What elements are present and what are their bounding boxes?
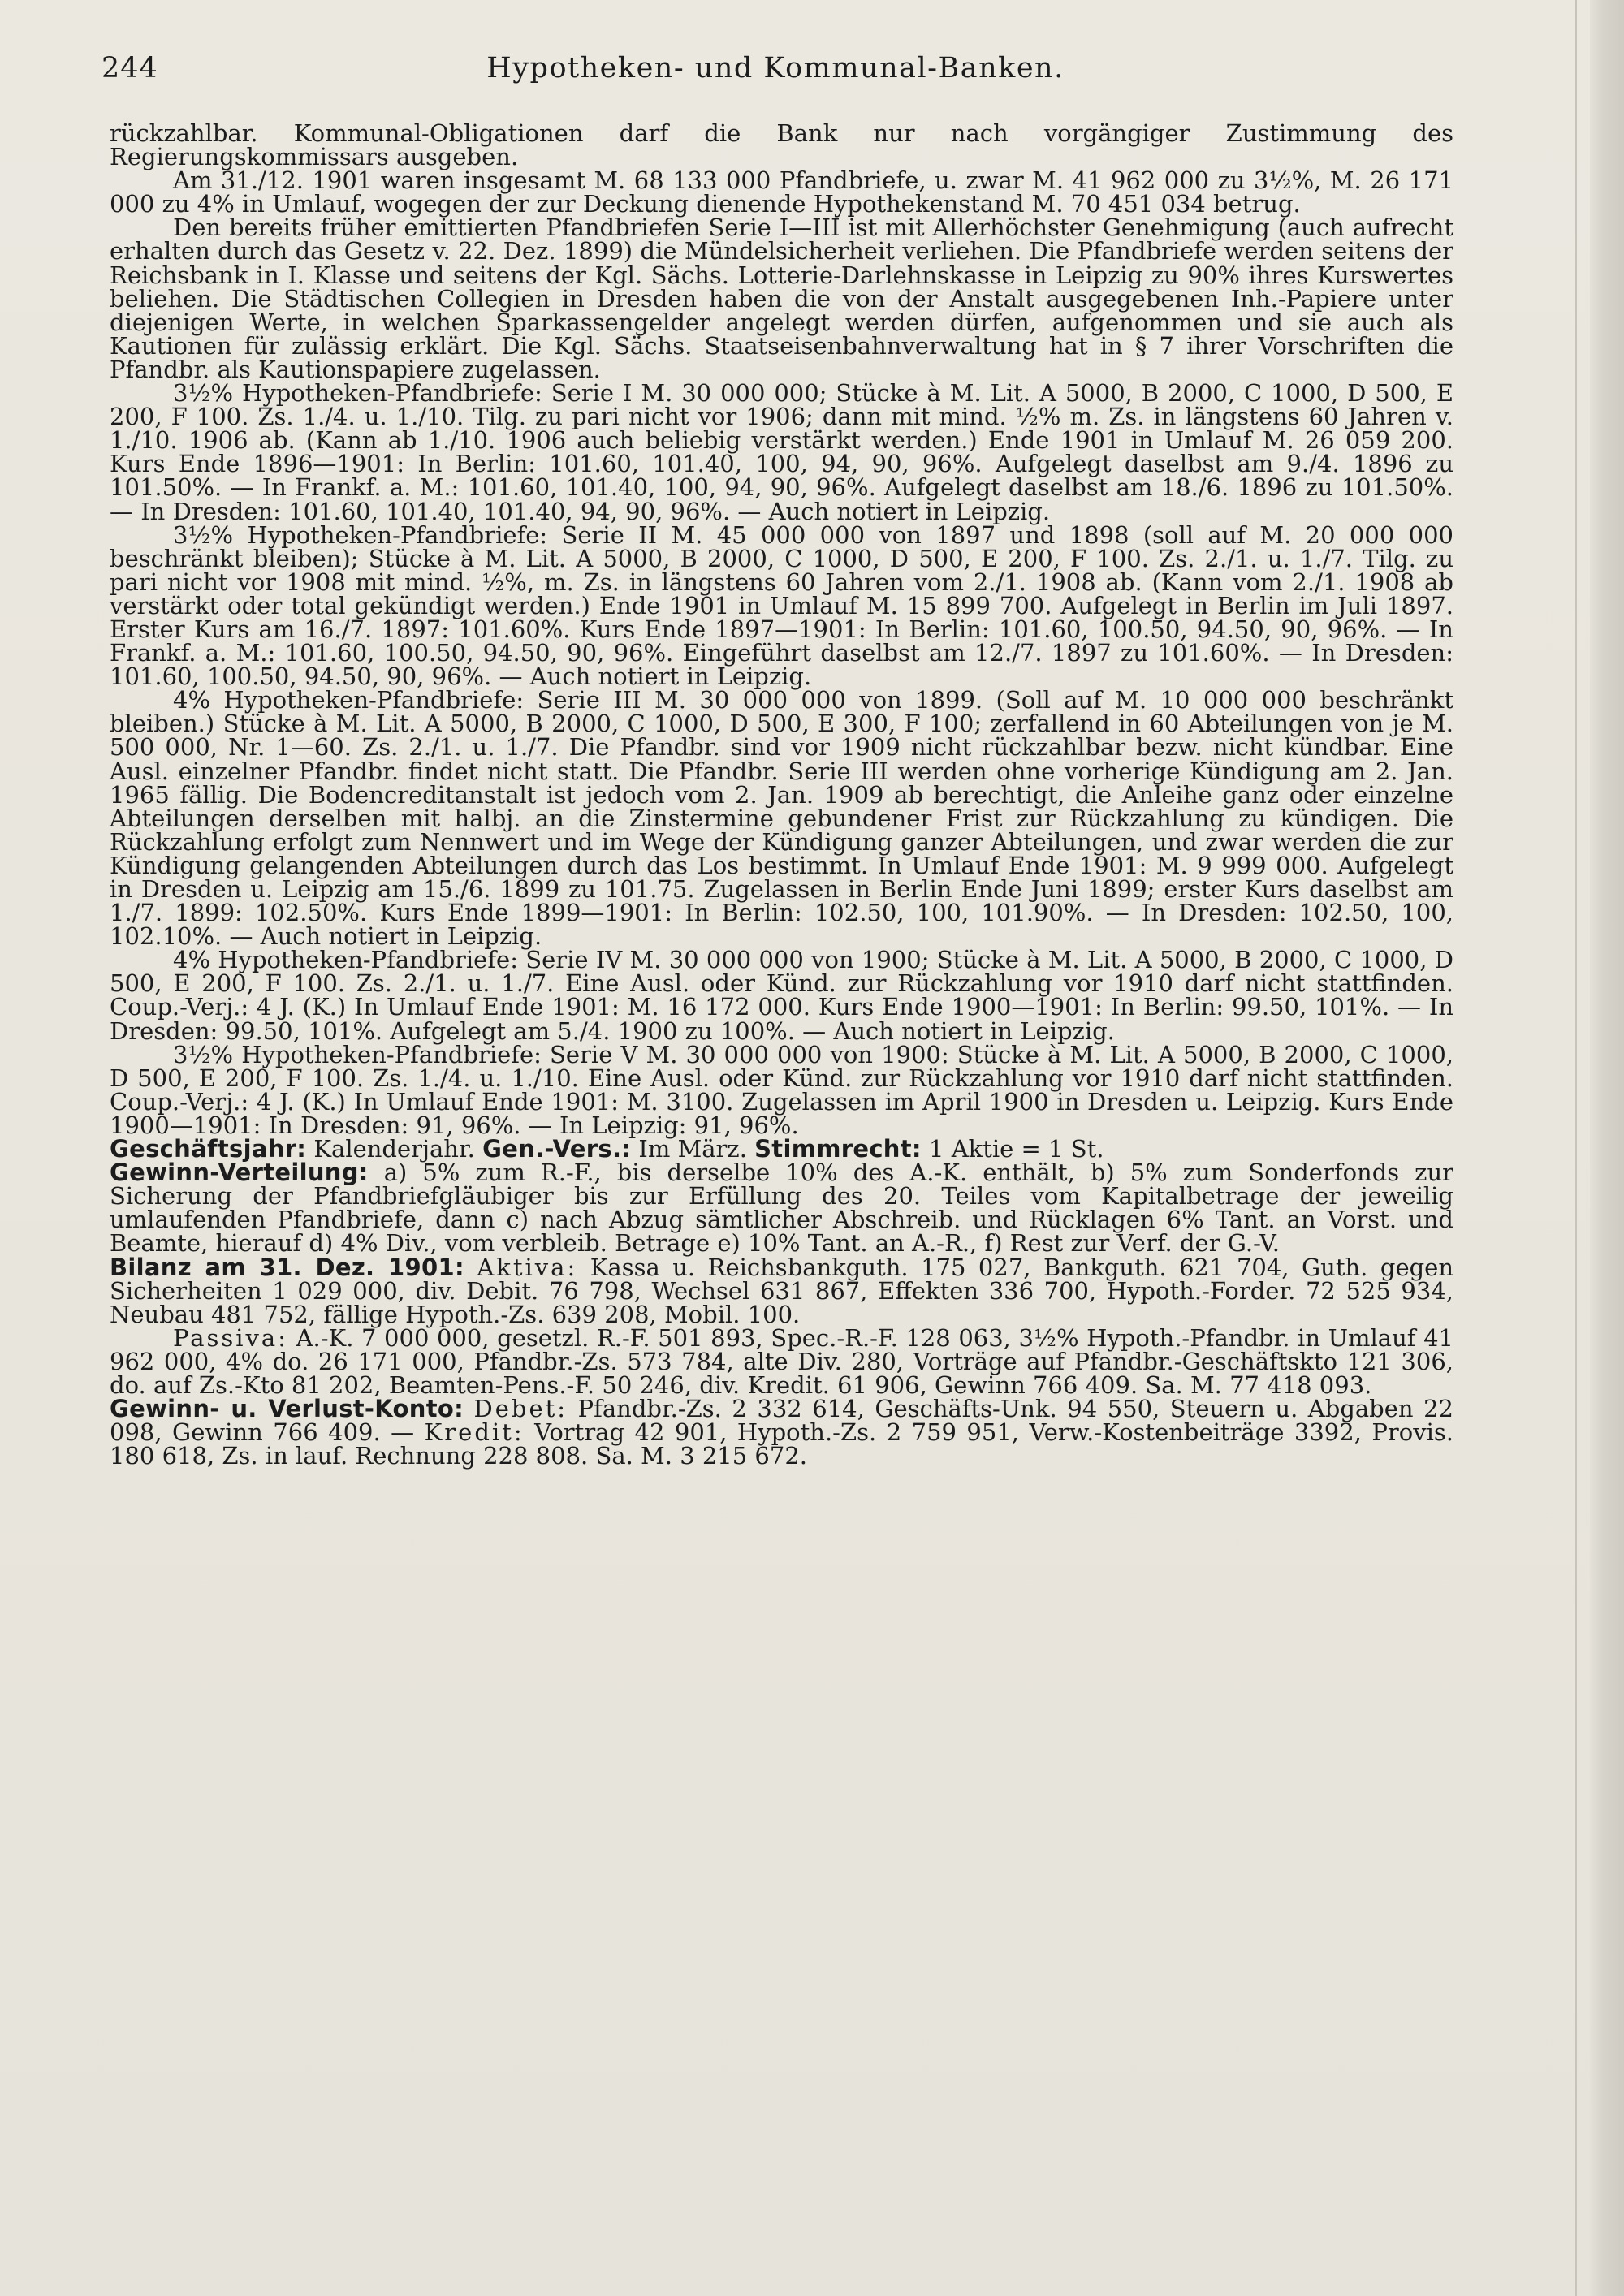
text-run: Pfandbr.-Zs. 2 332 614, Geschäfts-Unk. 94 550, Steuern u. Abgaben 22 098, Gewinn 766 409. —	[110, 1395, 1453, 1447]
text-run: a) 5% zum R.-F., bis derselbe 10% des A.-K. enthält, b) 5% zum Sonderfonds zur Sicherung der Pfandbriefgläubiger bis zur Erfüllung des 20. Teiles vom Kapitalbetrage der jeweilig umlaufenden Pfandbriefe, dann c) nach Abzug sämtlicher Abschreib. und Rücklagen 6% Tant. an Vorst. und Beamte, hierauf d) 4% Div., vom verbleib. Betrage e) 10% Tant. an A.-R., f) Rest zur Verf. der G.-V.	[110, 1159, 1453, 1258]
paragraph	[110, 1397, 1453, 1468]
running-title: Hypotheken- und Kommunal-Banken.	[486, 52, 1065, 84]
text-run: Kalenderjahr.	[306, 1135, 483, 1163]
section-label: Geschäftsjahr:	[110, 1135, 307, 1163]
page-edge	[1590, 0, 1624, 2296]
text-run: Vortrag 42 901, Hypoth.-Zs. 2 759 951, Verw.-Kostenbeiträge 3392, Provis. 180 618, Zs. in lauf. Rechnung 228 808. Sa. M. 3 215 672.	[110, 1418, 1453, 1470]
paragraph	[110, 379, 1453, 525]
paragraph	[110, 1159, 1453, 1258]
paragraph	[110, 1253, 1454, 1328]
text-run: A.-K. 7 000 000, gesetzl. R.-F. 501 893, Spec.-R.-F. 128 063, 3½% Hypoth.-Pfandbr. in Umlauf 41 962 000, 4% do. 26 171 000, Pfandbr.-Zs. 573 784, alte Div. 280, Vorträge auf Pfandbr.-Geschäftskto 121 306, do. auf Zs.-Kto 81 202, Beamten-Pens.-F. 50 246, div. Kredit. 61 906, Gewinn 766 409. Sa. M. 77 418 093.	[110, 1323, 1453, 1399]
paragraph	[110, 119, 1453, 171]
text-run: rückzahlbar. Kommunal-Obligationen darf die Bank nur nach vorgängiger Zustimmung des Regierungskommissars ausgeben.	[110, 119, 1453, 171]
text-run: Kassa u. Reichsbankguth. 175 027, Bankguth. 621 704, Guth. gegen Sicherheiten 1 029 000, div. Debit. 76 798, Wechsel 631 867, Effekten 336 700, Hypoth.-Forder. 72 525 934, Neubau 481 752, fällige Hypoth.-Zs. 639 208, Mobil. 100.	[110, 1253, 1454, 1328]
body-text	[110, 119, 1454, 1470]
spaced-heading: Debet:	[473, 1395, 568, 1423]
text-run: Den bereits früher emittierten Pfandbriefen Serie I—III ist mit Allerhöchster Genehmigung (auch aufrecht erhalten durch das Gesetz v. 22. Dez. 1899) die Mündelsicherheit verliehen. Die Pfandbriefe werden seitens der Reichsbank in I. Klasse und seitens der Kgl. Sächs. Lotterie-Darlehnskasse in Leipzig zu 90% ihres Kurswertes beliehen. Die Städtischen Collegien in Dresden haben die von der Anstalt ausgegebenen Inh.-Papiere unter diejenigen Werte, in welchen Sparkassengelder angelegt werden dürfen, aufgenommen und sie auch als Kautionen für zulässig erklärt. Die Kgl. Sächs. Staatseisenbahnverwaltung hat in § 7 ihrer Vorschriften die Pfandbr. als Kautionspapiere zugelassen.	[110, 214, 1453, 383]
text-run: Am 31./12. 1901 waren insgesamt M. 68 133 000 Pfandbriefe, u. zwar M. 41 962 000 zu 3½%, M. 26 171 000 zu 4% in Umlauf, wogegen der zur Deckung dienende Hypothekenstand M. 70 451 034 betrug.	[110, 166, 1453, 218]
paragraph	[110, 216, 1453, 382]
section-label: Gewinn- u. Verlust-Konto:	[110, 1395, 464, 1423]
text-run: Im März.	[631, 1135, 755, 1163]
paragraph	[110, 1137, 1453, 1161]
section-label: Gen.-Vers.:	[482, 1135, 632, 1163]
paragraph	[110, 166, 1453, 218]
spaced-heading: Aktiva:	[477, 1253, 578, 1281]
text-run: 1 Aktie = 1 St.	[921, 1135, 1104, 1163]
text-run: 4% Hypotheken-Pfandbriefe: Serie III M. 30 000 000 von 1899. (Soll auf M. 10 000 000 beschränkt bleiben.) Stücke à M. Lit. A 5000, B 2000, C 1000, D 500, E 300, F 100; zerfallend in 60 Abteilungen von je M. 500 000, Nr. 1—60. Zs. 2./1. u. 1./7. Die Pfandbr. sind vor 1909 nicht rückzahlbar bezw. nicht kündbar. Eine Ausl. einzelner Pfandbr. findet nicht statt. Die Pfandbr. Serie III werden ohne vorherige Kündigung am 2. Jan. 1965 fällig. Die Bodencreditanstalt ist jedoch vom 2. Jan. 1909 ab berechtigt, die Anleihe ganz oder einzelne Abteilungen derselben mit halbj. an die Zinstermine gebundener Frist zur Rückzahlung zu kündigen. Die Rückzahlung erfolgt zum Nennwert und im Wege der Kündigung ganzer Abteilungen, und zwar werden die zur Kündigung gelangenden Abteilungen durch das Los bestimmt. In Umlauf Ende 1901: M. 9 999 000. Aufgelegt in Dresden u. Leipzig am 15./6. 1899 zu 101.75. Zugelassen in Berlin Ende Juni 1899; erster Kurs daselbst am 1./7. 1899: 102.50%. Kurs Ende 1899—1901: In Berlin: 102.50, 100, 101.90%. — In Dresden: 102.50, 100, 102.10%. — Auch notiert in Leipzig.	[110, 686, 1453, 951]
section-label: Gewinn-Verteilung:	[110, 1159, 369, 1187]
text-run: 3½% Hypotheken-Pfandbriefe: Serie V M. 30 000 000 von 1900: Stücke à M. Lit. A 5000, B 2000, C 1000, D 500, E 200, F 100. Zs. 1./4. u. 1./10. Eine Ausl. oder Künd. zur Rückzahlung vor 1910 darf nicht stattfinden. Coup.-Verj.: 4 J. (K.) In Umlauf Ende 1901: M. 3100. Zugelassen im April 1900 in Dresden u. Leipzig. Kurs Ende 1900—1901: In Dresden: 91, 96%. — In Leipzig: 91, 96%.	[110, 1040, 1453, 1139]
page-number: 244	[102, 52, 158, 84]
page-header	[102, 52, 1449, 93]
text-run: 3½% Hypotheken-Pfandbriefe: Serie I M. 30 000 000; Stücke à M. Lit. A 5000, B 2000, C 1000, D 500, E 200, F 100. Zs. 1./4. u. 1./10. Tilg. zu pari nicht vor 1906; dann mit mind. ½% m. Zs. in längstens 60 Jahren v. 1./10. 1906 ab. (Kann ab 1./10. 1906 auch beliebig verstärkt werden.) Ende 1901 in Umlauf M. 26 059 200. Kurs Ende 1896—1901: In Berlin: 101.60, 101.40, 100, 94, 90, 96%. Aufgelegt daselbst am 9./4. 1896 zu 101.50%. — In Frankf. a. M.: 101.60, 101.40, 100, 94, 90, 96%. Aufgelegt daselbst am 18./6. 1896 zu 101.50%. — In Dresden: 101.60, 101.40, 101.40, 94, 90, 96%. — Auch notiert in Leipzig.	[110, 379, 1453, 525]
paragraph	[110, 946, 1453, 1045]
spaced-heading: Kredit:	[424, 1418, 525, 1447]
text-run: 3½% Hypotheken-Pfandbriefe: Serie II M. 45 000 000 von 1897 und 1898 (soll auf M. 20 000 000 beschränkt bleiben); Stücke à M. Lit. A 5000, B 2000, C 1000, D 500, E 200, F 100. Zs. 2./1. u. 1./7. Tilg. zu pari nicht vor 1908 mit mind. ½%, m. Zs. in längstens 60 Jahren vom 2./1. 1908 ab. (Kann vom 2./1. 1908 ab verstärkt oder total gekündigt werden.) Ende 1901 in Umlauf M. 15 899 700. Aufgelegt in Berlin im Juli 1897. Erster Kurs am 16./7. 1897: 101.60%. Kurs Ende 1897—1901: In Berlin: 101.60, 100.50, 94.50, 90, 96%. — In Frankf. a. M.: 101.60, 100.50, 94.50, 90, 96%. Eingeführt daselbst am 12./7. 1897 zu 101.60%. — In Dresden: 101.60, 100.50, 94.50, 90, 96%. — Auch notiert in Leipzig.	[110, 520, 1453, 691]
text-run: 4% Hypotheken-Pfandbriefe: Serie IV M. 30 000 000 von 1900; Stücke à M. Lit. A 5000, B 2000, C 1000, D 500, E 200, F 100. Zs. 2./1. u. 1./7. Eine Ausl. oder Künd. zur Rückzahlung vor 1910 darf nicht stattfinden. Coup.-Verj.: 4 J. (K.) In Umlauf Ende 1901: M. 16 172 000. Kurs Ende 1900—1901: In Berlin: 99.50, 101%. — In Dresden: 99.50, 101%. Aufgelegt am 5./4. 1900 zu 100%. — Auch notiert in Leipzig.	[110, 946, 1453, 1045]
paragraph	[110, 520, 1453, 691]
section-label: Stimmrecht:	[754, 1135, 922, 1163]
paragraph	[110, 1323, 1453, 1399]
paragraph	[110, 1040, 1453, 1139]
spaced-heading: Passiva:	[173, 1323, 288, 1352]
binding-shadow-line	[1575, 0, 1577, 2296]
paragraph	[110, 686, 1453, 951]
section-label: Bilanz am 31. Dez. 1901:	[110, 1253, 464, 1281]
